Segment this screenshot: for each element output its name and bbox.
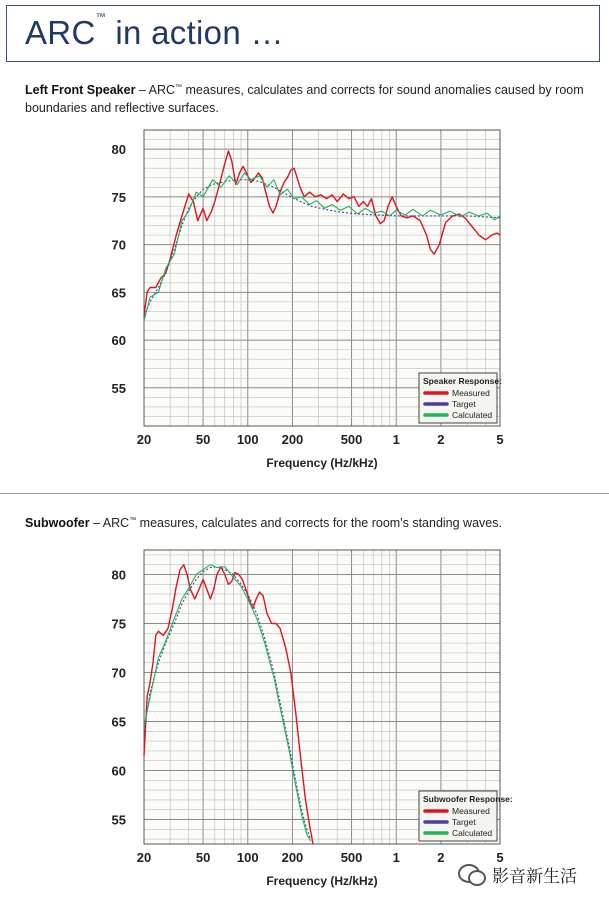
y-tick-label: 80 [111,567,126,583]
x-tick-label: 100 [236,850,259,865]
y-tick-label: 70 [111,665,126,681]
y-tick-label: 55 [111,380,126,396]
x-tick-label: 2 [437,432,445,447]
caption-left-front-rest: measures, calculates and corrects for sound anomalies caused by room boundaries and reflective surfaces. [25,83,584,116]
wechat-icon [458,862,486,886]
page-title [25,14,284,52]
x-axis-label: Frequency (Hz/kHz) [266,456,378,470]
legend-entry-label: Target [452,399,476,409]
caption-subwoofer-tm: ™ [129,517,137,524]
x-tick-label: 200 [281,432,304,447]
legend-entry-label: Measured [452,806,490,816]
y-tick-label: 75 [111,616,126,632]
x-tick-label: 5 [496,850,504,865]
title-box [6,5,600,62]
y-tick-label: 70 [111,237,126,253]
x-tick-label: 20 [136,432,152,447]
watermark-text: 影音新生活 [492,866,577,887]
y-tick-label: 60 [111,763,126,779]
speaker-response-chart [0,126,609,481]
x-axis-label: Frequency (Hz/kHz) [266,874,378,888]
watermark [458,858,577,890]
caption-left-front [25,79,605,117]
x-tick-label: 20 [136,850,152,865]
legend-title: Speaker Response: [423,376,502,386]
x-tick-label: 500 [340,850,363,865]
legend-entry-label: Calculated [452,410,493,420]
subwoofer-response-chart [0,546,609,898]
legend-entry-label: Measured [452,388,490,398]
y-tick-label: 80 [111,142,126,158]
y-tick-label: 65 [111,285,126,301]
x-tick-label: 5 [496,432,504,447]
caption-left-front-bold: Left Front Speaker [25,83,136,98]
caption-left-front-pre: – ARC [135,83,176,98]
title-main: ARC [25,14,96,51]
x-tick-label: 200 [281,850,304,865]
y-tick-label: 65 [111,714,126,730]
caption-subwoofer-pre: – ARC [89,516,130,531]
x-tick-label: 50 [195,432,211,447]
x-tick-label: 100 [236,432,259,447]
caption-subwoofer [25,512,605,532]
caption-left-front-tm: ™ [175,84,183,91]
caption-subwoofer-bold: Subwoofer [25,516,90,531]
title-trademark: ™ [95,12,106,23]
legend [419,373,502,423]
legend-entry-label: Calculated [452,828,493,838]
x-tick-label: 500 [340,432,363,447]
section-divider [0,493,609,494]
legend-title: Subwoofer Response: [423,794,513,804]
y-tick-label: 75 [111,189,126,205]
title-rest: in action … [105,14,284,51]
x-tick-label: 1 [392,432,400,447]
legend-entry-label: Target [452,817,476,827]
y-tick-label: 60 [111,333,126,349]
x-tick-label: 50 [195,850,211,865]
x-tick-label: 2 [437,850,445,865]
y-tick-label: 55 [111,812,126,828]
caption-subwoofer-rest: measures, calculates and corrects for the room's standing waves. [136,516,502,531]
x-tick-label: 1 [392,850,400,865]
